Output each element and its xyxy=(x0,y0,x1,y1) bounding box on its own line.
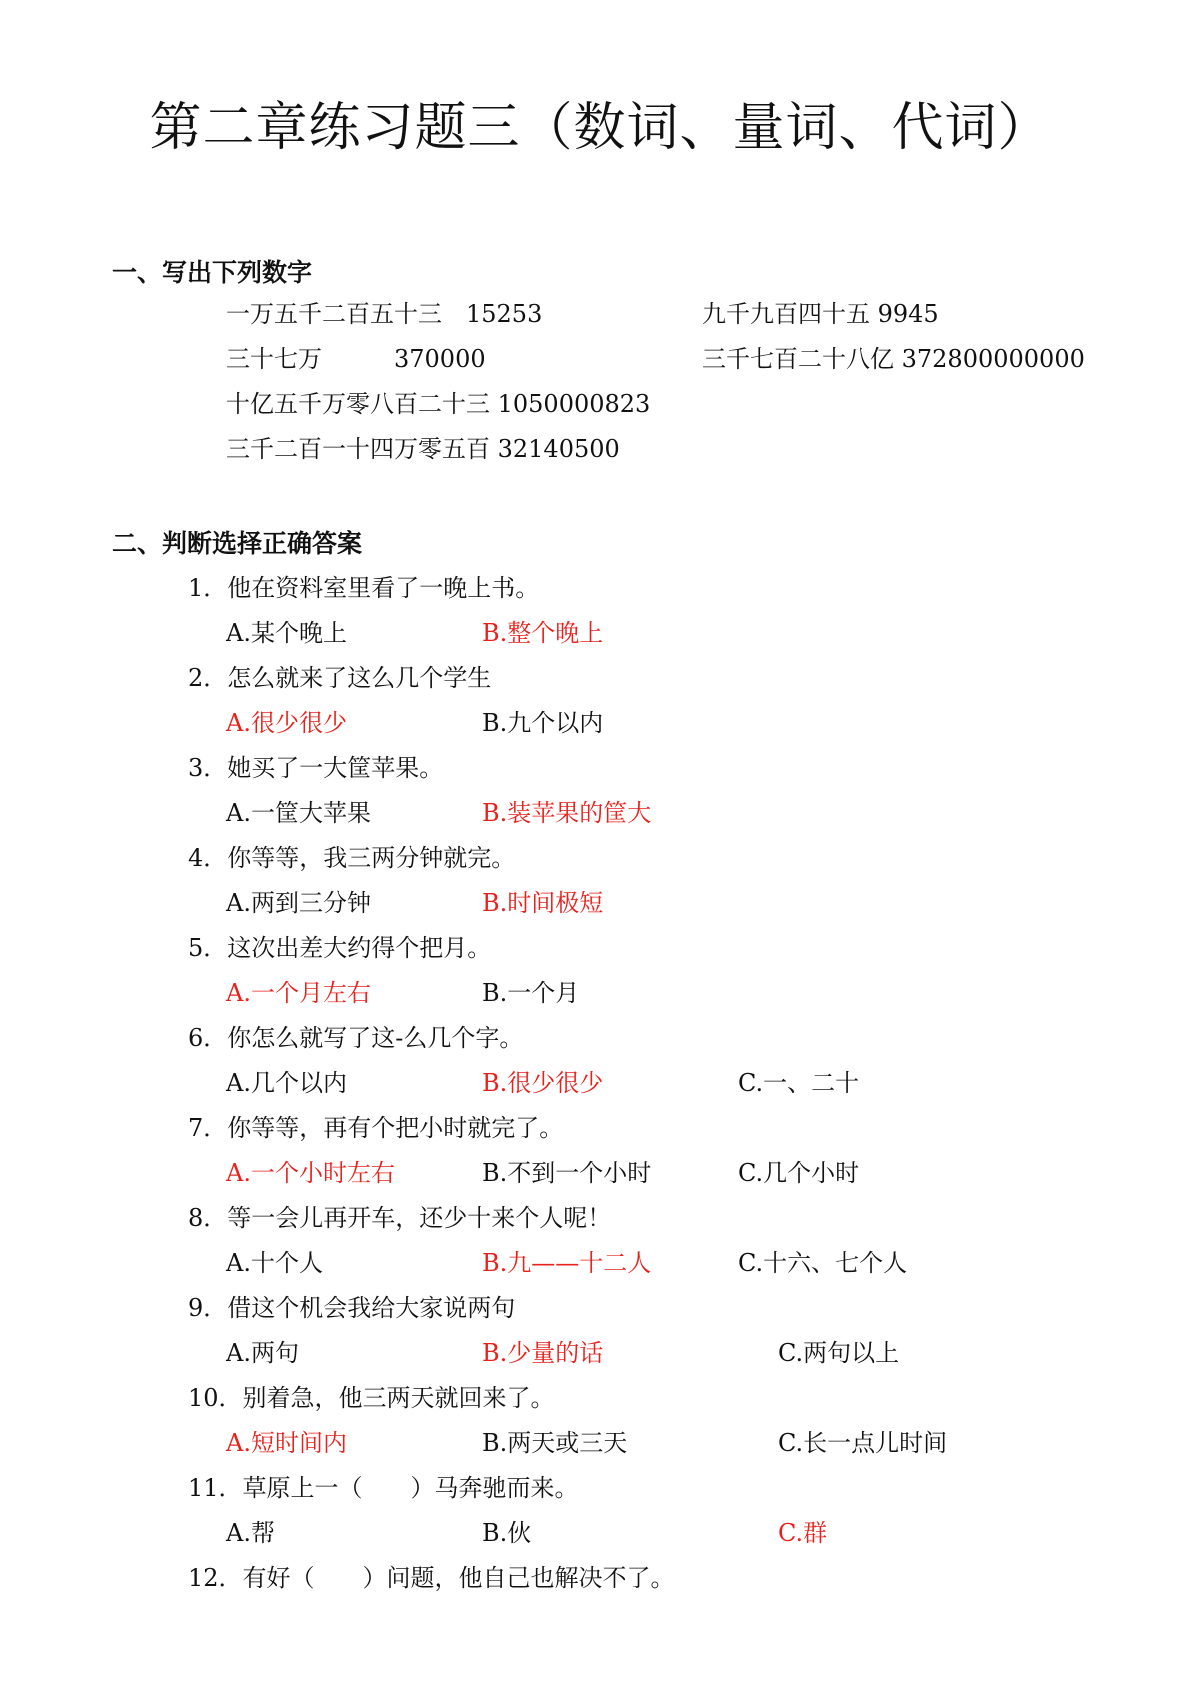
option-a-correct: A.很少很少 xyxy=(226,709,347,737)
option-b-correct: B.装苹果的筐大 xyxy=(482,799,652,827)
option-c: C.十六、七个人 xyxy=(738,1249,908,1277)
option-b: B.伙 xyxy=(482,1519,532,1547)
number-item: 十亿五千万零八百二十三 1050000823 xyxy=(226,390,651,418)
number-item: 三千七百二十八亿 372800000000 xyxy=(702,345,1085,373)
question-text: 6．你怎么就写了这-么几个字。 xyxy=(188,1024,524,1052)
option-a: A.两到三分钟 xyxy=(226,889,371,917)
option-b-correct: B.少量的话 xyxy=(482,1339,604,1367)
number-item: 一万五千二百五十三 15253 xyxy=(226,300,543,328)
option-a: A.某个晚上 xyxy=(226,619,347,647)
question-text: 12．有好（ ）问题，他自己也解决不了。 xyxy=(188,1564,675,1592)
option-c: C.一、二十 xyxy=(738,1069,860,1097)
section-2-heading: 二、判断选择正确答案 xyxy=(112,529,363,558)
option-b-correct: B.九——十二人 xyxy=(482,1249,652,1277)
option-b-correct: B.整个晚上 xyxy=(482,619,604,647)
option-b: B.一个月 xyxy=(482,979,580,1007)
option-a: A.两句 xyxy=(226,1339,299,1367)
number-item: 三十七万 370000 xyxy=(226,345,486,373)
question-text: 4．你等等，我三两分钟就完。 xyxy=(188,844,516,872)
option-a-correct: A.短时间内 xyxy=(226,1429,347,1457)
option-a: A.十个人 xyxy=(226,1249,323,1277)
option-a-correct: A.一个小时左右 xyxy=(226,1159,395,1187)
option-b: B.九个以内 xyxy=(482,709,604,737)
option-b: B.不到一个小时 xyxy=(482,1159,652,1187)
question-text: 3．她买了一大筐苹果。 xyxy=(188,754,444,782)
option-c-correct: C.群 xyxy=(778,1519,828,1547)
option-a-correct: A.一个月左右 xyxy=(226,979,371,1007)
question-text: 1．他在资料室里看了一晚上书。 xyxy=(188,574,540,602)
option-c: C.两句以上 xyxy=(778,1339,900,1367)
question-text: 11．草原上一（ ）马奔驰而来。 xyxy=(188,1474,579,1502)
option-b-correct: B.很少很少 xyxy=(482,1069,604,1097)
question-text: 5．这次出差大约得个把月。 xyxy=(188,934,492,962)
number-item: 三千二百一十四万零五百 32140500 xyxy=(226,435,620,463)
question-text: 8．等一会儿再开车，还少十来个人呢！ xyxy=(188,1204,612,1232)
option-c: C.长一点儿时间 xyxy=(778,1429,948,1457)
option-a: A.一筐大苹果 xyxy=(226,799,371,827)
number-item: 九千九百四十五 9945 xyxy=(702,300,939,328)
option-b-correct: B.时间极短 xyxy=(482,889,604,917)
option-a: A.帮 xyxy=(226,1519,275,1547)
option-a: A.几个以内 xyxy=(226,1069,347,1097)
question-text: 7．你等等，再有个把小时就完了。 xyxy=(188,1114,564,1142)
question-text: 10．别着急，他三两天就回来了。 xyxy=(188,1384,555,1412)
section-1-heading: 一、写出下列数字 xyxy=(112,258,313,287)
question-text: 2．怎么就来了这么几个学生 xyxy=(188,664,492,692)
page-title: 第二章练习题三（数词、量词、代词） xyxy=(149,98,1051,158)
question-text: 9．借这个机会我给大家说两句 xyxy=(188,1294,516,1322)
option-c: C.几个小时 xyxy=(738,1159,860,1187)
option-b: B.两天或三天 xyxy=(482,1429,628,1457)
